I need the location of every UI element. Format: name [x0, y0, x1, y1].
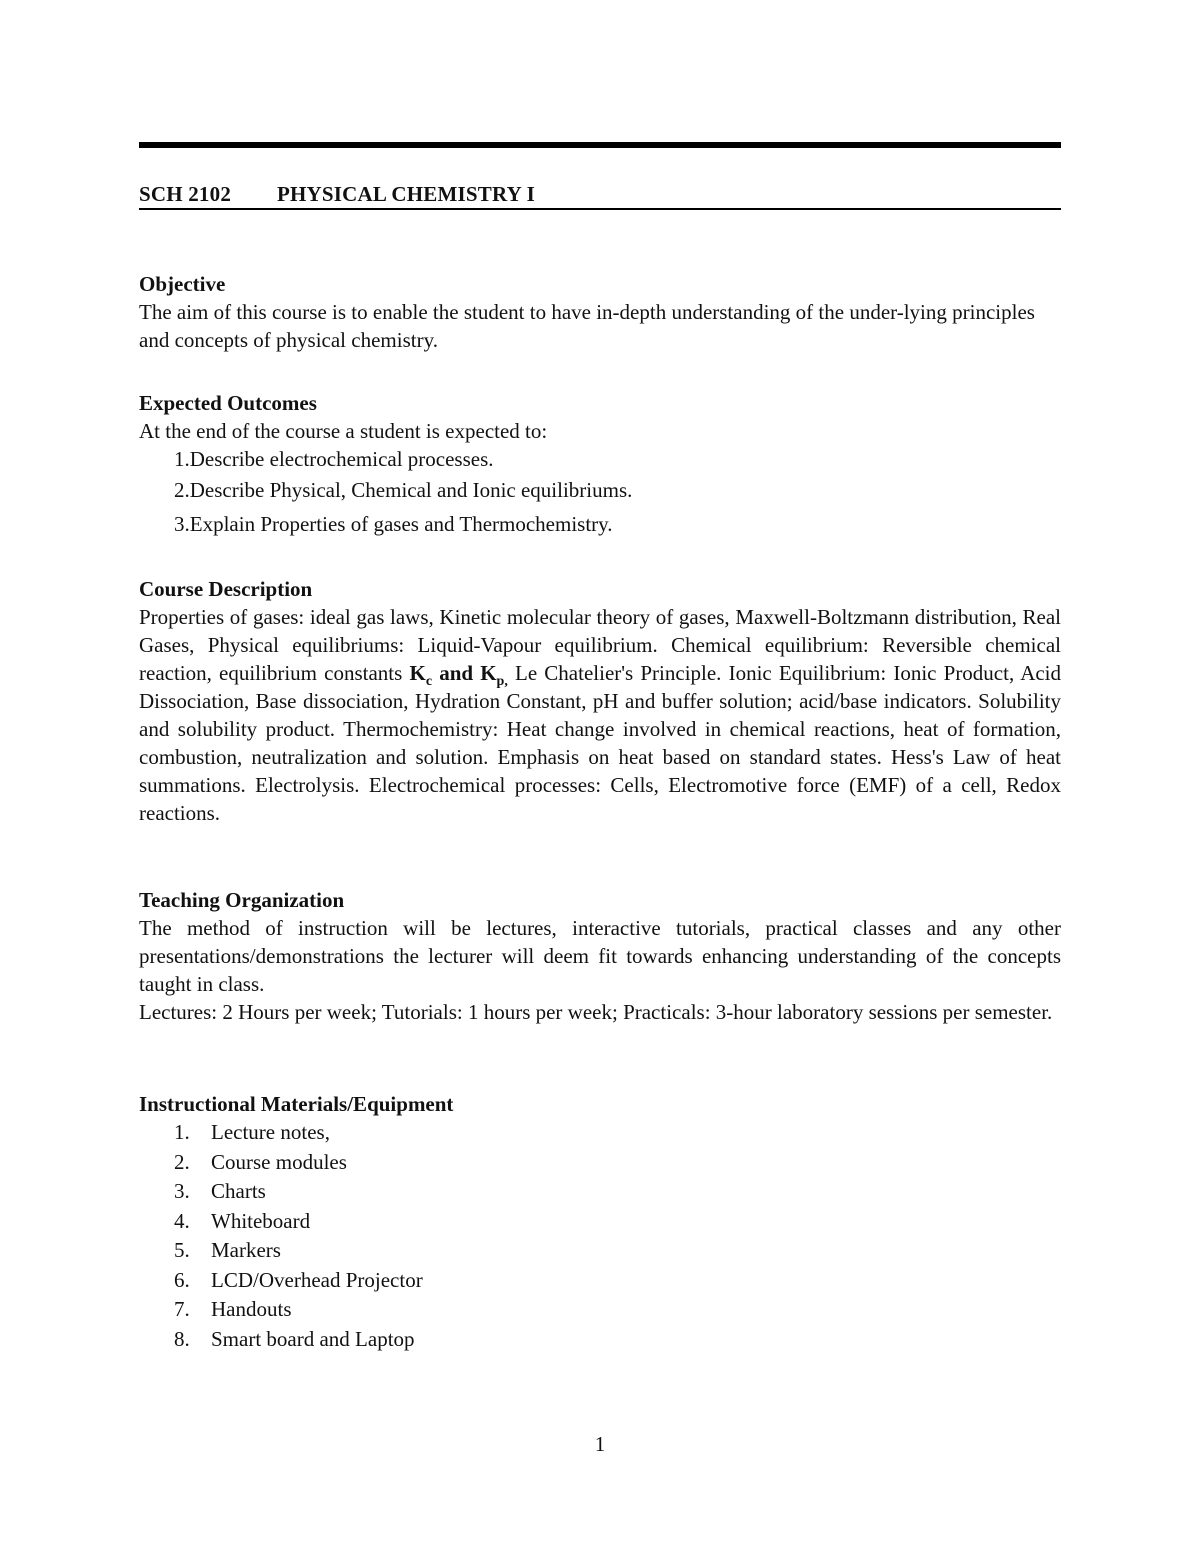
list-item-text: Describe Physical, Chemical and Ionic equilibriums. — [189, 478, 633, 502]
list-item — [139, 1148, 1061, 1178]
list-item — [139, 1118, 1061, 1148]
list-item-text: Explain Properties of gases and Thermochemistry. — [189, 512, 613, 536]
kc-symbol — [409, 661, 433, 690]
teaching-text: The method of instruction will be lectures, interactive tutorials, practical classes and any other presentations/demonstrations the lecturer will deem fit towards enhancing understanding of the concepts taught in class. — [139, 916, 1061, 996]
outcomes-intro: At the end of the course a student is expected to: — [139, 419, 548, 443]
outcomes-heading: Expected Outcomes — [139, 391, 317, 415]
teaching-hours: Lectures: 2 Hours per week; Tutorials: 1 hours per week; Practicals: 3-hour laboratory sessions per semester. — [139, 1000, 1053, 1024]
list-item-number: 2. — [174, 1149, 190, 1174]
list-item-number: 7. — [174, 1297, 190, 1321]
outcomes-section — [139, 389, 1061, 542]
list-item — [139, 1177, 1061, 1207]
objective-text: The aim of this course is to enable the student to have in-depth understanding of the under-lying principles and concepts of physical chemistry. — [139, 300, 1035, 352]
list-item-number: 3. — [174, 1179, 190, 1203]
list-item — [139, 1325, 1061, 1355]
list-item-number: 3. — [174, 512, 190, 536]
teaching-section — [139, 886, 1061, 1026]
materials-section — [139, 1090, 1061, 1354]
list-item-text: Lecture notes, — [211, 1120, 330, 1144]
kc-base: K — [409, 661, 426, 685]
list-item-number: 4. — [174, 1208, 190, 1233]
objective-heading: Objective — [139, 272, 226, 296]
description-section — [139, 575, 1061, 827]
and-word: and — [439, 661, 474, 685]
page-number: 1 — [594, 1432, 606, 1456]
outcomes-list — [139, 445, 1061, 542]
description-text — [139, 603, 1061, 827]
kp-subscript: p, — [496, 674, 508, 690]
list-item-number: 8. — [174, 1326, 190, 1351]
list-item-text: Charts — [211, 1179, 266, 1203]
course-code: SCH 2102 — [139, 182, 232, 206]
materials-list — [139, 1118, 1061, 1354]
list-item-number: 1. — [174, 1120, 190, 1144]
objective-section — [139, 270, 1061, 354]
kc-subscript: c — [425, 674, 433, 690]
list-item — [139, 507, 1061, 542]
kp-symbol — [480, 661, 508, 690]
list-item-number: 6. — [174, 1267, 190, 1292]
list-item — [139, 474, 1061, 507]
list-item — [139, 445, 1061, 474]
teaching-heading: Teaching Organization — [139, 888, 345, 912]
description-heading: Course Description — [139, 577, 313, 601]
description-text-part-1: Properties of gases: ideal gas laws, Kinetic molecular theory of gases, Maxwell-Boltzmann distribution, Real Gases, Physical equilibriums: Liquid-Vapour equilibrium. Chemical equilibrium: Reversible chemical reaction, equilibrium constants — [139, 605, 1061, 685]
materials-heading: Instructional Materials/Equipment — [139, 1092, 454, 1116]
document-page — [139, 0, 1061, 1553]
list-item-number: 2. — [174, 478, 190, 502]
list-item-text: Whiteboard — [211, 1208, 311, 1233]
course-header — [139, 180, 1061, 210]
list-item — [139, 1207, 1061, 1237]
list-item-text: Describe electrochemical processes. — [189, 447, 494, 471]
list-item-text: Course modules — [211, 1149, 347, 1174]
course-title: PHYSICAL CHEMISTRY I — [277, 182, 536, 206]
list-item — [139, 1295, 1061, 1325]
list-item — [139, 1266, 1061, 1296]
list-item-number: 1. — [174, 447, 190, 471]
kp-base: K — [480, 661, 497, 685]
top-horizontal-rule — [139, 142, 1061, 148]
list-item-text: Smart board and Laptop — [211, 1326, 415, 1351]
list-item-text: LCD/Overhead Projector — [211, 1267, 423, 1292]
list-item — [139, 1236, 1061, 1266]
list-item-number: 5. — [174, 1238, 190, 1262]
description-text-part-2: Le Chatelier's Principle. Ionic Equilibrium: Ionic Product, Acid Dissociation, Base dissociation, Hydration Constant, pH and buffer solution; acid/base indicators. Solubility and solubility product. Thermochemistry: Heat change involved in chemical reactions, heat of formation, combustion, neutralization and solution. Emphasis on heat based on standard states. Hess's Law of heat summations. Electrolysis. Electrochemical processes: Cells, Electromotive force (EMF) of a cell, Redox reactions. — [139, 661, 1062, 825]
list-item-text: Markers — [211, 1238, 281, 1262]
list-item-text: Handouts — [211, 1297, 292, 1321]
